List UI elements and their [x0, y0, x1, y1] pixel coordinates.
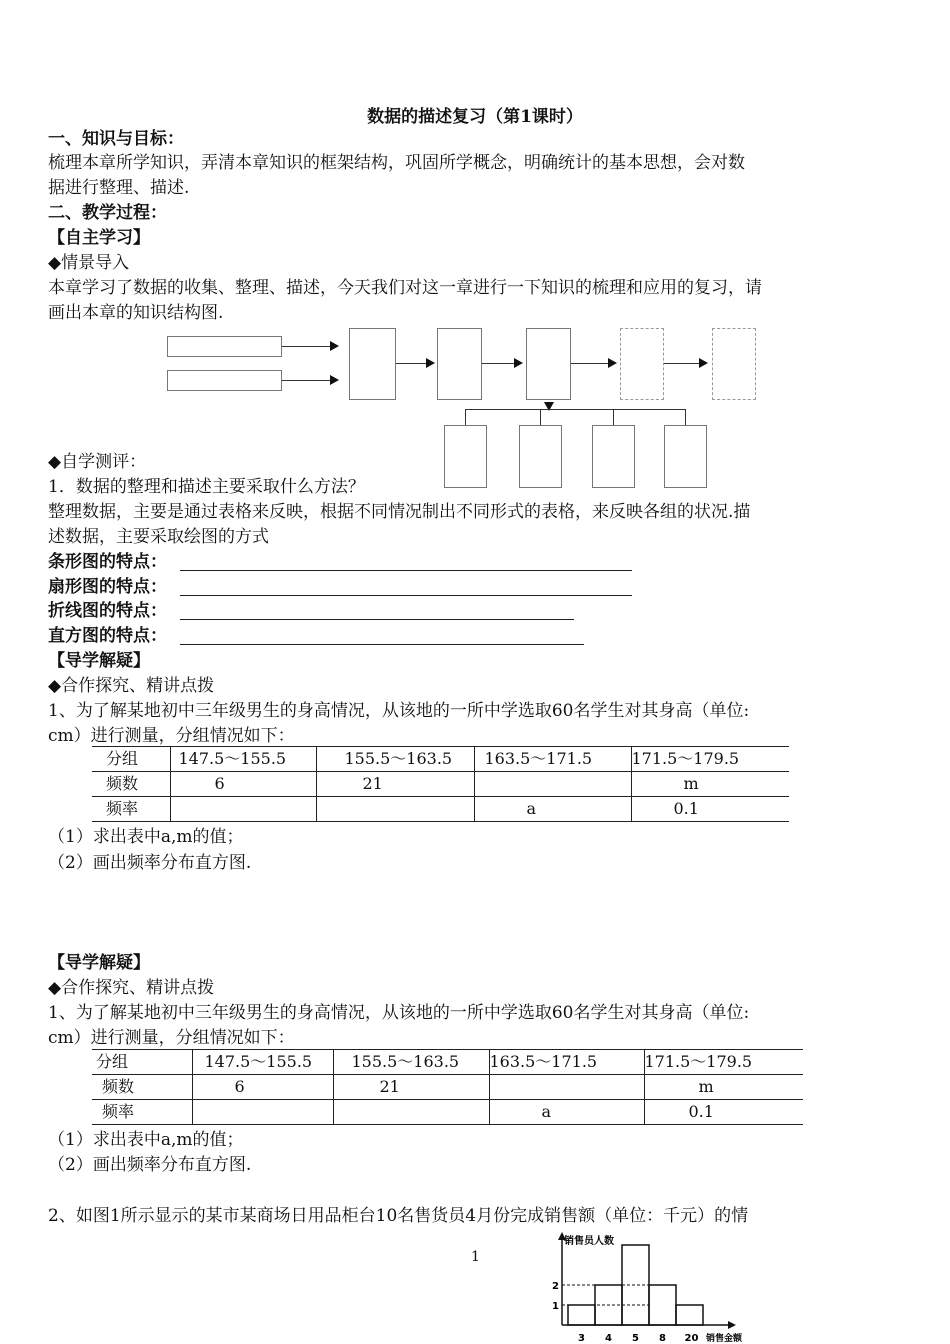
y-axis-label: 销售员人数 — [564, 1236, 614, 1247]
self-study-heading: 【自主学习】 — [48, 228, 150, 248]
table-cell: m — [644, 1075, 803, 1100]
x-tick-label: 5 — [632, 1333, 639, 1344]
problem-1-text-2: cm）进行测量，分组情况如下： — [48, 1028, 295, 1048]
y-tick-label: 2 — [552, 1281, 559, 1292]
table-row — [92, 1050, 803, 1075]
guide-heading: 【导学解疑】 — [48, 953, 150, 973]
pie-chart-feature-blank[interactable] — [180, 595, 632, 596]
table-cell: 分组 — [92, 747, 170, 772]
self-test-question-1: 1．数据的整理和描述主要采取什么方法？ — [48, 477, 365, 497]
table-cell: 171.5～179.5 — [644, 1050, 803, 1075]
histogram-bar — [649, 1285, 676, 1325]
table-cell: 6 — [170, 772, 316, 797]
page-title: 数据的描述复习（第1课时） — [367, 107, 583, 127]
bar-chart-feature-blank[interactable] — [180, 570, 632, 571]
table-cell — [170, 797, 316, 822]
table-cell: 频数 — [92, 772, 170, 797]
diagram-branch-drop — [685, 409, 686, 425]
table-cell: 147.5～155.5 — [170, 747, 316, 772]
guide-subheading: ◆合作探究、精讲点拨 — [48, 676, 215, 696]
table-cell: 频率 — [92, 797, 170, 822]
question-2: （2）画出频率分布直方图. — [48, 853, 252, 873]
pie-chart-feature-label: 扇形图的特点： — [48, 577, 167, 597]
arrow-right-icon — [699, 358, 708, 368]
table-cell: 163.5～171.5 — [474, 747, 631, 772]
table-row — [92, 747, 789, 772]
problem-1-text-1: 1、为了解某地初中三年级男生的身高情况，从该地的一所中学选取60名学生对其身高（单位: — [48, 701, 750, 721]
table-cell — [316, 797, 474, 822]
problem-2-text: 2、如图1所示显示的某市某商场日用品柜台10名售货员4月份完成销售额（单位：千元）的情 — [48, 1206, 749, 1226]
diagram-connector — [282, 346, 331, 347]
histogram-feature-blank[interactable] — [180, 644, 584, 645]
guide-heading: 【导学解疑】 — [48, 651, 150, 671]
arrow-right-icon — [514, 358, 523, 368]
intro-text-1: 本章学习了数据的收集、整理、描述，今天我们对这一章进行一下知识的梳理和应用的复习，请 — [48, 278, 762, 298]
diagram-branch-line — [465, 409, 685, 410]
table-cell: 155.5～163.5 — [333, 1050, 489, 1075]
section-knowledge-heading: 一、知识与目标： — [48, 129, 184, 149]
diagram-box-collect — [349, 328, 396, 400]
table-row — [92, 1075, 803, 1100]
histogram-bar — [568, 1305, 595, 1325]
table-cell: 分组 — [92, 1050, 192, 1075]
diagram-connector — [571, 363, 609, 364]
table-cell: 0.1 — [644, 1100, 803, 1125]
x-axis-label: 销售金额 — [706, 1334, 743, 1344]
problem-1-text-2: cm）进行测量，分组情况如下： — [48, 726, 295, 746]
diagram-branch-drop — [613, 409, 614, 425]
table-cell — [489, 1075, 644, 1100]
table-cell: 频率 — [92, 1100, 192, 1125]
diagram-connector — [282, 380, 331, 381]
height-group-table — [92, 746, 789, 822]
height-group-table — [92, 1049, 803, 1125]
diagram-box-organize — [437, 328, 482, 400]
x-tick-label: 4 — [605, 1333, 612, 1344]
self-test-answer-2: 述数据，主要采取绘图的方式 — [48, 527, 269, 547]
question-2: （2）画出频率分布直方图. — [48, 1155, 252, 1175]
table-cell: 0.1 — [631, 797, 789, 822]
y-tick-label: 1 — [552, 1301, 559, 1312]
arrow-right-icon — [608, 358, 617, 368]
table-cell: a — [489, 1100, 644, 1125]
table-cell: 6 — [192, 1075, 333, 1100]
table-cell: 频数 — [92, 1075, 192, 1100]
table-cell — [474, 772, 631, 797]
diagram-box-line-chart — [592, 425, 635, 488]
bar-chart-feature-label: 条形图的特点： — [48, 552, 167, 572]
x-tick-label: 3 — [578, 1333, 585, 1344]
line-chart-feature-label: 折线图的特点： — [48, 601, 167, 621]
diagram-branch-drop — [465, 409, 466, 425]
table-cell: 155.5～163.5 — [316, 747, 474, 772]
section-process-heading: 二、教学过程： — [48, 203, 167, 223]
table-row — [92, 1100, 803, 1125]
diagram-box-bar-chart — [444, 425, 487, 488]
page-number: 1 — [471, 1249, 480, 1265]
table-cell: m — [631, 772, 789, 797]
diagram-input-box-2 — [167, 370, 282, 391]
table-cell: 171.5～179.5 — [631, 747, 789, 772]
table-cell: 21 — [316, 772, 474, 797]
diagram-connector — [482, 363, 515, 364]
table-cell: 21 — [333, 1075, 489, 1100]
table-cell: 147.5～155.5 — [192, 1050, 333, 1075]
sales-histogram — [548, 1232, 780, 1344]
table-cell — [333, 1100, 489, 1125]
arrow-right-icon — [330, 341, 339, 351]
intro-heading: ◆情景导入 — [48, 253, 130, 273]
diagram-branch-drop — [540, 409, 541, 425]
arrow-right-icon — [426, 358, 435, 368]
self-test-heading: ◆自学测评： — [48, 452, 147, 472]
diagram-box-analyze — [620, 328, 664, 400]
x-axis-arrow-icon — [728, 1321, 736, 1329]
self-test-answer-1: 整理数据，主要是通过表格来反映，根据不同情况制出不同形式的表格，来反映各组的状况.描 — [48, 502, 751, 522]
table-cell: 163.5～171.5 — [489, 1050, 644, 1075]
table-cell — [192, 1100, 333, 1125]
question-1: （1）求出表中a,m的值； — [48, 1130, 244, 1150]
diagram-box-pie-chart — [519, 425, 562, 488]
table-cell: a — [474, 797, 631, 822]
arrow-right-icon — [330, 375, 339, 385]
histogram-feature-label: 直方图的特点： — [48, 626, 167, 646]
section-knowledge-text-1: 梳理本章所学知识，弄清本章知识的框架结构，巩固所学概念，明确统计的基本思想，会对数 — [48, 153, 745, 173]
guide-subheading: ◆合作探究、精讲点拨 — [48, 978, 215, 998]
problem-1-text-1: 1、为了解某地初中三年级男生的身高情况，从该地的一所中学选取60名学生对其身高（单位: — [48, 1003, 750, 1023]
diagram-connector — [664, 363, 700, 364]
question-1: （1）求出表中a,m的值； — [48, 827, 244, 847]
histogram-bar — [676, 1305, 703, 1325]
line-chart-feature-blank[interactable] — [180, 619, 574, 620]
table-row — [92, 772, 789, 797]
diagram-input-box-1 — [167, 336, 282, 357]
section-knowledge-text-2: 据进行整理、描述. — [48, 178, 190, 198]
diagram-box-histogram — [664, 425, 707, 488]
x-tick-label: 20 — [684, 1333, 699, 1344]
diagram-box-describe — [526, 328, 571, 400]
diagram-connector — [396, 363, 427, 364]
x-tick-label: 8 — [659, 1333, 666, 1344]
table-row — [92, 797, 789, 822]
intro-text-2: 画出本章的知识结构图. — [48, 303, 224, 323]
diagram-box-conclude — [712, 328, 756, 400]
